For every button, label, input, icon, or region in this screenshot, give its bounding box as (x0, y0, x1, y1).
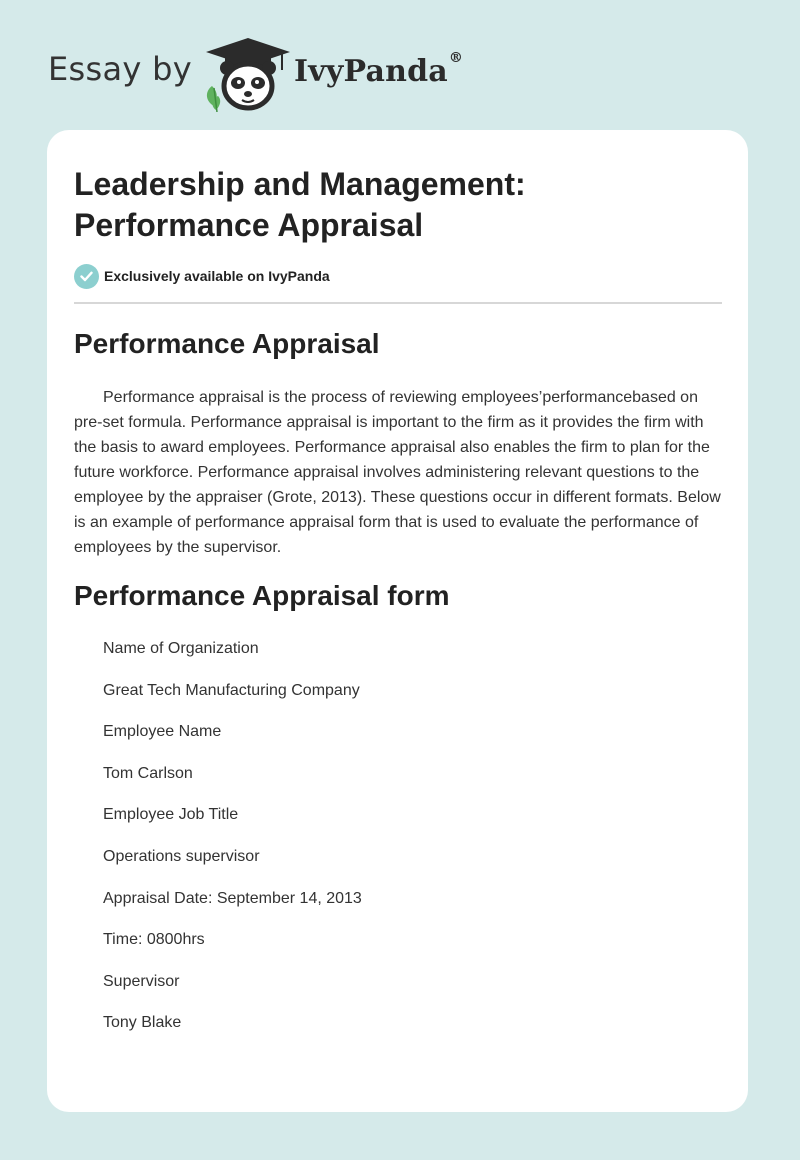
form-item: Tom Carlson (103, 764, 193, 782)
check-circle-icon (74, 264, 99, 289)
title-line-1: Leadership and Management: (74, 166, 526, 202)
ivypanda-logo[interactable] (294, 50, 464, 89)
form-item: Operations supervisor (103, 847, 260, 865)
section-heading-form: Performance Appraisal form (74, 580, 450, 611)
form-item: Supervisor (103, 972, 180, 990)
exclusive-badge (74, 263, 330, 289)
form-item: Tony Blake (103, 1014, 182, 1032)
essay-by-label: Essay by (48, 50, 192, 88)
site-header (48, 32, 528, 112)
title-line-2: Performance Appraisal (74, 207, 424, 243)
intro-paragraph: Performance appraisal is the process of reviewing employees’performancebased on pre-set formula. Performance appraisal is important to the firm as it provides the firm with the basis to award employees. Performance appraisal also enables the firm to plan for the future workforce. Performance appraisal involves administering relevant questions to the employee by the appraiser (Grote, 2013). These questions occur in different formats. Below is an example of performance appraisal form that is used to evaluate the performance of employees by the supervisor. (74, 389, 721, 556)
section-heading-appraisal: Performance Appraisal (74, 328, 380, 359)
form-item: Name of Organization (103, 640, 259, 657)
essay-card (47, 130, 748, 1112)
header-divider (74, 302, 722, 304)
form-item: Employee Name (103, 723, 222, 741)
form-item: Time: 0800hrs (103, 931, 205, 949)
page-title (74, 164, 714, 246)
exclusive-label: Exclusively available on IvyPanda (104, 268, 330, 284)
panda-graduate-icon (198, 36, 298, 112)
form-item: Employee Job Title (103, 806, 239, 824)
registered-mark: ® (448, 50, 464, 66)
form-item: Great Tech Manufacturing Company (103, 681, 360, 699)
form-item: Appraisal Date: September 14, 2013 (103, 889, 362, 907)
appraisal-form-list (103, 636, 362, 1052)
brand-name: IvyPanda (294, 54, 448, 89)
